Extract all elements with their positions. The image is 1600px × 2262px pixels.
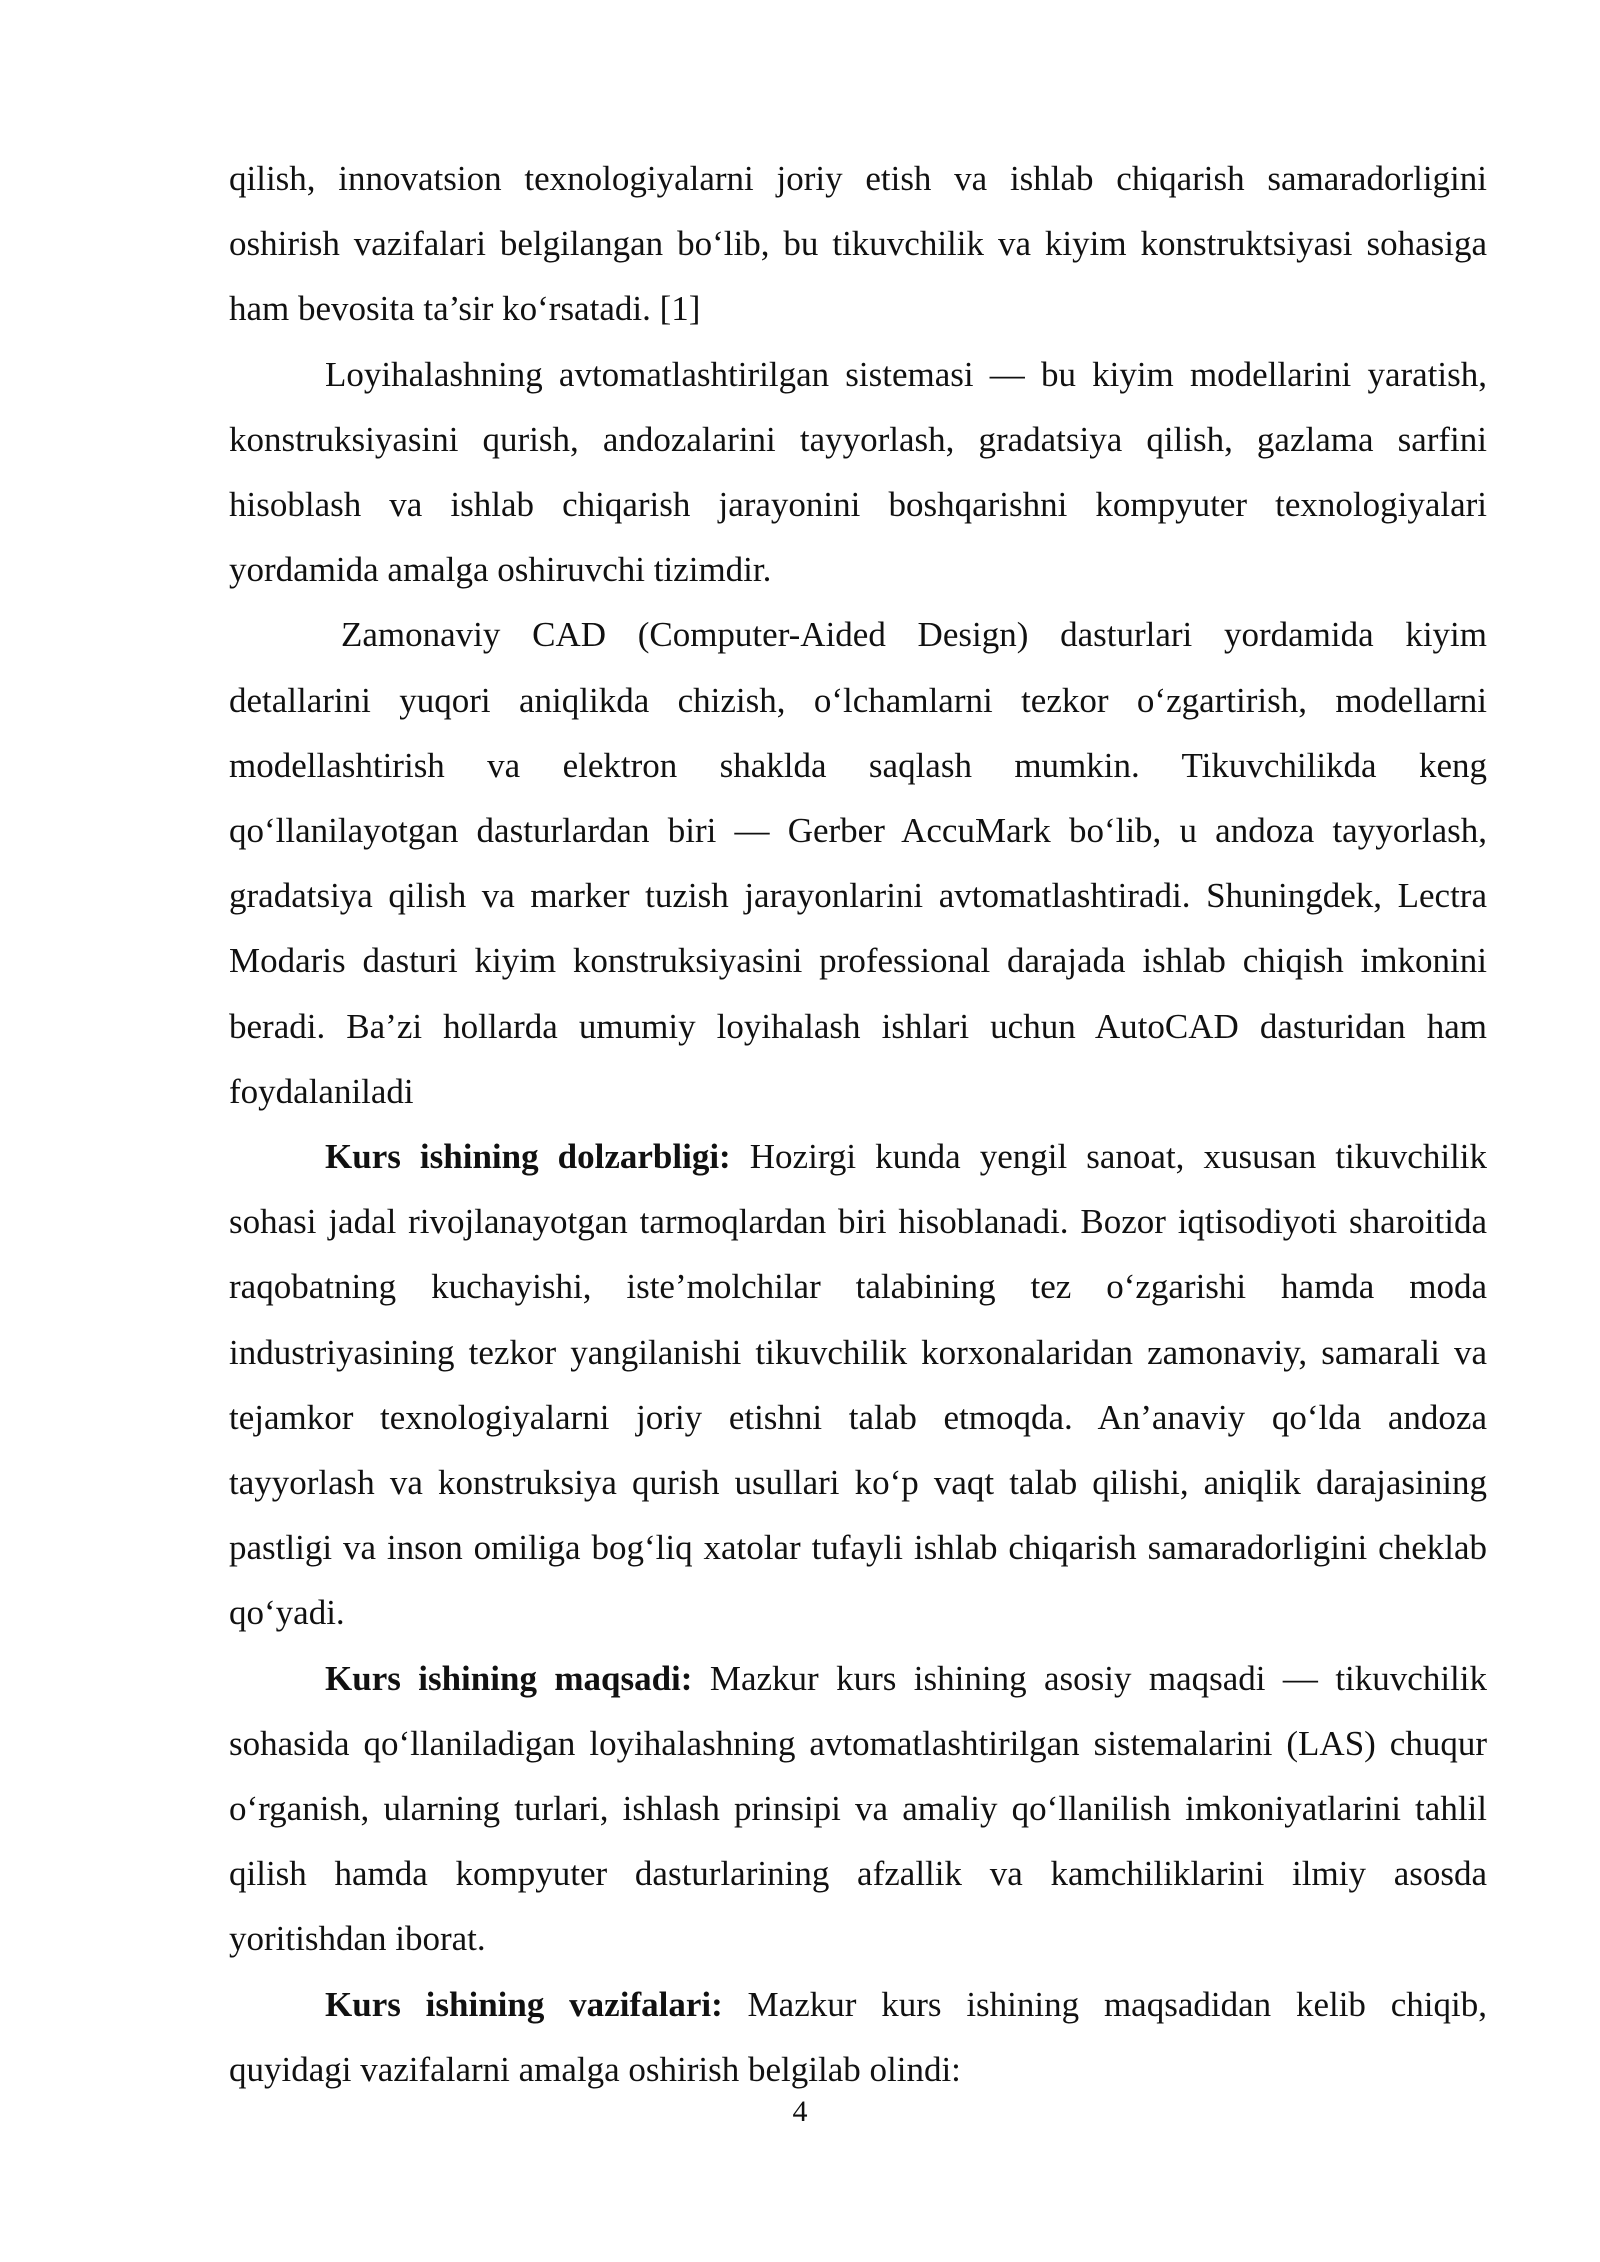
document-body xyxy=(229,146,1487,2102)
paragraph-text: Loyihalashning avtomatlashtirilgan sistemasi — bu kiyim modellarini yaratish, konstruksiyasini qurish, andozalarini tayyorlash, gradatsiya qilish, gazlama sarfini hisoblash va ishlab chiqarish jarayonini boshqarishni kompyuter texnologiyalari yordamida amalga oshiruvchi tizimdir. xyxy=(229,354,1487,590)
paragraph-cad-software xyxy=(229,602,1487,1124)
paragraph-heading-tasks: Kurs ishining vazifalari: xyxy=(325,1984,723,2024)
paragraph-text: Mazkur kurs ishining asosiy maqsadi — tikuvchilik sohasida qo‘llaniladigan loyihalashning avtomatlashtirilgan sistemalarini (LAS) chuqur o‘rganish, ularning turlari, ishlash prinsipi va amaliy qo‘llanilish imkoniyatlarini tahlil qilish hamda kompyuter dasturlarining afzallik va kamchiliklarini ilmiy asosda yoritishdan iborat. xyxy=(229,1658,1487,1959)
paragraph-heading-relevance: Kurs ishining dolzarbligi: xyxy=(325,1137,731,1177)
paragraph-text: qilish, innovatsion texnologiyalarni joriy etish va ishlab chiqarish samaradorligini oshirish vazifalari belgilangan bo‘lib, bu tikuvchilik va kiyim konstruktsiyasi sohasiga ham bevosita ta’sir ko‘rsatadi. [1] xyxy=(229,159,1487,329)
paragraph-goal xyxy=(229,1646,1487,1972)
paragraph-text: Hozirgi kunda yengil sanoat, xususan tikuvchilik sohasi jadal rivojlanayotgan tarmoqlardan biri hisoblanadi. Bozor iqtisodiyoti sharoitida raqobatning kuchayishi, iste’molchilar talabining tez o‘zgarishi hamda moda industriyasining tezkor yangilanishi tikuvchilik korxonalaridan zamonaviy, samarali va tejamkor texnologiyalarni joriy etishni talab etmoqda. An’anaviy qo‘lda andoza tayyorlash va konstruksiya qurish usullari ko‘p vaqt talab qilishi, aniqlik darajasining pastligi va inson omiliga bog‘liq xatolar tufayli ishlab chiqarish samaradorligini cheklab qo‘yadi. xyxy=(229,1137,1487,1633)
paragraph-heading-goal: Kurs ishining maqsadi: xyxy=(325,1658,693,1698)
paragraph-las-definition xyxy=(229,342,1487,603)
paragraph-relevance xyxy=(229,1124,1487,1646)
page-number: 4 xyxy=(792,2095,808,2128)
paragraph-tasks xyxy=(229,1972,1487,2102)
paragraph-text: Zamonaviy CAD (Computer-Aided Design) dasturlari yordamida kiyim detallarini yuqori aniqlikda chizish, o‘lchamlarni tezkor o‘zgartirish, modellarni modellashtirish va elektron shaklda saqlash mumkin. Tikuvchilikda keng qo‘llanilayotgan dasturlardan biri — Gerber AccuMark bo‘lib, u andoza tayyorlash, gradatsiya qilish va marker tuzish jarayonlarini avtomatlashtiradi. Shuningdek, Lectra Modaris dasturi kiyim konstruksiyasini professional darajada ishlab chiqish imkonini beradi. Ba’zi hollarda umumiy loyihalash ishlari uchun AutoCAD dasturidan ham foydalaniladi xyxy=(229,615,1487,1111)
paragraph-text: Mazkur kurs ishining maqsadidan kelib chiqib, quyidagi vazifalarni amalga oshirish belgilab olindi: xyxy=(229,1984,1487,2089)
paragraph-continuation xyxy=(229,146,1487,342)
